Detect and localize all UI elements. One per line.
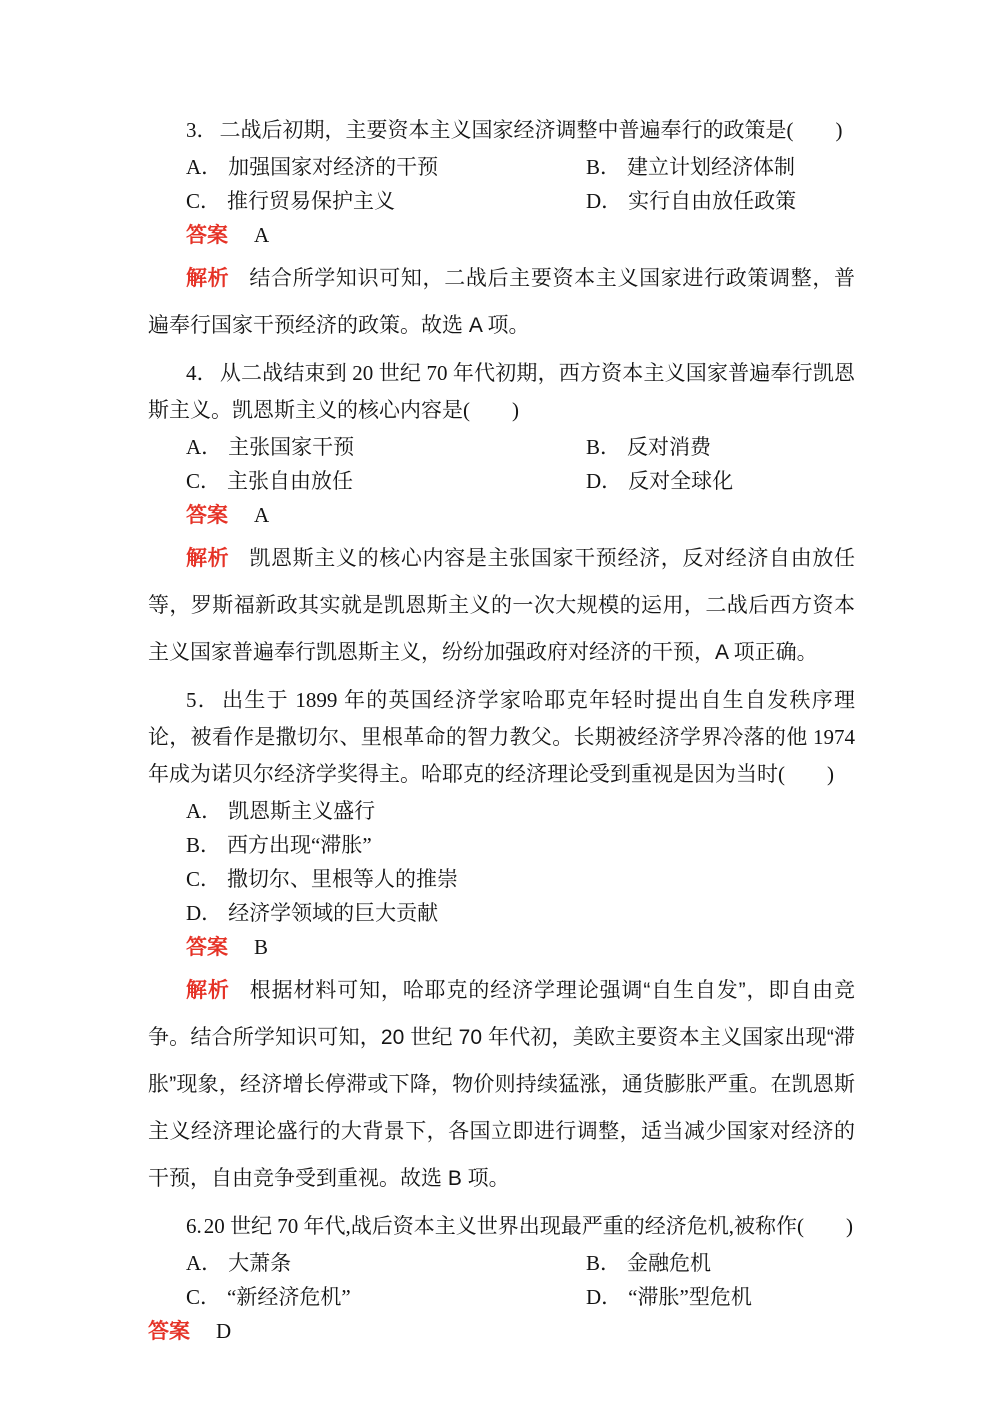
option-key: B．: [586, 1251, 622, 1275]
option-b: [186, 828, 855, 862]
option-text: 经济学领域的巨大贡献: [228, 901, 439, 925]
option-key: B．: [586, 435, 622, 459]
question-3: [148, 112, 855, 349]
option-d: [586, 464, 855, 498]
option-text: 推行贸易保护主义: [227, 189, 396, 213]
answer-label: 答案: [186, 504, 228, 527]
option-c: [186, 1280, 586, 1314]
option-d: [586, 1280, 855, 1314]
answer-line: [148, 930, 855, 965]
option-text: 西方出现“滞胀”: [227, 833, 372, 857]
question-stem: [148, 682, 855, 793]
answer-line: [148, 1314, 855, 1349]
option-c: [186, 464, 586, 498]
question-number: 5．: [186, 688, 221, 712]
option-key: C．: [186, 189, 222, 213]
option-key: C．: [186, 867, 222, 891]
option-c: [186, 862, 855, 896]
options-list: [148, 794, 855, 930]
option-key: A．: [186, 799, 223, 823]
answer-label: 答案: [186, 936, 228, 959]
analysis-label: 解析: [186, 979, 230, 1002]
question-stem-text: 二战后初期，主要资本主义国家经济调整中普遍奉行的政策是( ): [219, 118, 843, 142]
option-a: [186, 794, 855, 828]
option-key: D．: [186, 901, 223, 925]
option-key: B．: [586, 155, 622, 179]
option-text: 反对全球化: [628, 469, 734, 493]
option-text: 加强国家对经济的干预: [228, 155, 439, 179]
option-text: 实行自由放任政策: [628, 189, 797, 213]
option-key: A．: [186, 155, 223, 179]
option-a: [186, 150, 586, 184]
option-text: 大萧条: [228, 1251, 292, 1275]
question-number: 6.: [186, 1214, 202, 1238]
analysis-text: 根据材料可知，哈耶克的经济学理论强调“自生自发”，即自由竞争。结合所学知识可知，20 世纪 70 年代初，美欧主要资本主义国家出现“滞胀”现象，经济增长停滞或下降，物价则持续猛涨，通货膨胀严重。在凯恩斯主义经济理论盛行的大背景下，各国立即进行调整，适当减少国家对经济的干预，自由竞争受到重视。故选 B 项。: [148, 979, 855, 1190]
option-key: A．: [186, 1251, 223, 1275]
option-text: 反对消费: [627, 435, 712, 459]
option-b: [586, 1246, 855, 1280]
option-key: D．: [586, 1285, 623, 1309]
question-number: 4．: [186, 361, 218, 385]
options-grid: [148, 150, 855, 218]
option-b: [586, 150, 855, 184]
option-c: [186, 184, 586, 218]
analysis-paragraph: [148, 967, 855, 1202]
answer-value: B: [254, 935, 269, 959]
option-text: “滞胀”型危机: [628, 1285, 752, 1309]
answer-label: 答案: [148, 1320, 190, 1343]
options-grid: [148, 430, 855, 498]
option-text: 金融危机: [627, 1251, 712, 1275]
option-key: B．: [186, 833, 222, 857]
option-a: [186, 430, 586, 464]
answer-value: D: [216, 1319, 232, 1343]
option-key: D．: [586, 189, 623, 213]
analysis-text: 结合所学知识可知，二战后主要资本主义国家进行政策调整，普遍奉行国家干预经济的政策。故选 A 项。: [148, 267, 855, 337]
option-key: D．: [586, 469, 623, 493]
question-5: [148, 682, 855, 1202]
option-b: [586, 430, 855, 464]
option-a: [186, 1246, 586, 1280]
question-stem: [148, 112, 855, 149]
option-d: [186, 896, 855, 930]
analysis-paragraph: [148, 255, 855, 349]
option-key: C．: [186, 469, 222, 493]
answer-line: [148, 498, 855, 533]
analysis-paragraph: [148, 535, 855, 676]
option-text: 凯恩斯主义盛行: [228, 799, 376, 823]
option-text: 撒切尔、里根等人的推崇: [227, 867, 459, 891]
answer-value: A: [254, 503, 270, 527]
question-stem-text: 出生于 1899 年的英国经济学家哈耶克年轻时提出自生自发秩序理论，被看作是撒切尔、里根革命的智力教父。长期被经济学界冷落的他 1974 年成为诺贝尔经济学奖得主。哈耶克的经济理论受到重视是因为当时( ): [148, 688, 856, 786]
option-d: [586, 184, 855, 218]
question-stem-text: 从二战结束到 20 世纪 70 年代初期，西方资本主义国家普遍奉行凯恩斯主义。凯恩斯主义的核心内容是( ): [148, 361, 855, 422]
option-text: 主张自由放任: [227, 469, 354, 493]
option-text: “新经济危机”: [227, 1285, 351, 1309]
question-stem: [148, 1208, 855, 1245]
option-key: A．: [186, 435, 223, 459]
question-stem: [148, 355, 855, 429]
question-4: [148, 355, 855, 676]
options-grid: [148, 1246, 855, 1314]
option-text: 主张国家干预: [228, 435, 355, 459]
analysis-label: 解析: [186, 267, 230, 290]
option-key: C．: [186, 1285, 222, 1309]
answer-line: [148, 218, 855, 253]
answer-label: 答案: [186, 224, 228, 247]
analysis-label: 解析: [186, 547, 230, 570]
question-stem-text: 20 世纪 70 年代,战后资本主义世界出现最严重的经济危机,被称作( ): [203, 1214, 853, 1238]
analysis-text: 凯恩斯主义的核心内容是主张国家干预经济，反对经济自由放任等，罗斯福新政其实就是凯恩斯主义的一次大规模的运用，二战后西方资本主义国家普遍奉行凯恩斯主义，纷纷加强政府对经济的干预，A 项正确。: [148, 547, 855, 664]
option-text: 建立计划经济体制: [627, 155, 796, 179]
question-number: 3．: [186, 118, 218, 142]
answer-value: A: [254, 223, 270, 247]
question-6: [148, 1208, 855, 1349]
